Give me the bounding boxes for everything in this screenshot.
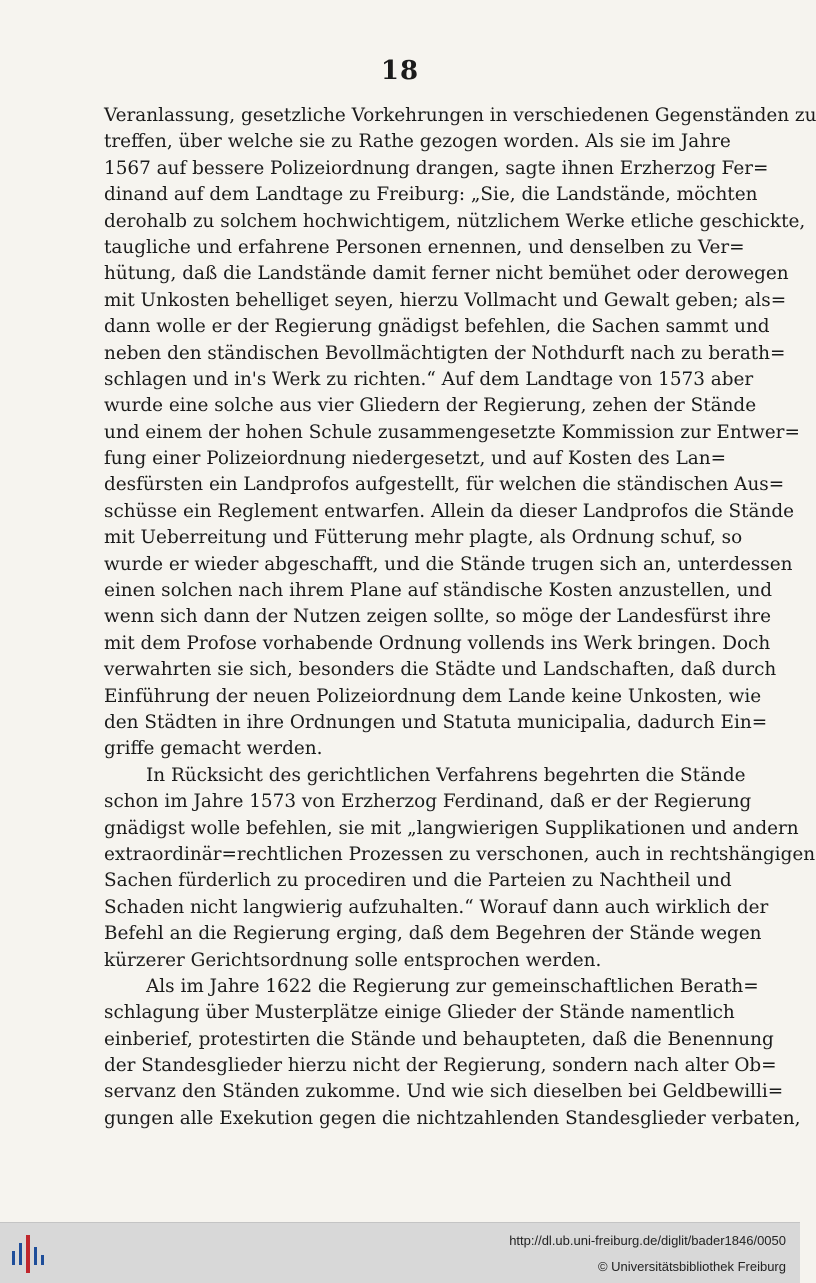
text-line: Veranlassung, gesetzliche Vorkehrungen in verschiedenen Gegenständen zu [104,105,816,126]
text-line: treffen, über welche sie zu Rathe gezogen worden. Als sie im Jahre [104,131,731,153]
text-line: wurde eine solche aus vier Gliedern der Regierung, zehen der Stände [104,395,757,417]
text-line: griffe gemacht werden. [104,738,323,760]
text-line: einen solchen nach ihrem Plane auf ständische Kosten anzustellen, und [104,580,773,602]
page-text [104,103,816,1132]
text-line: wurde er wieder abgeschafft, und die Stände trugen sich an, unterdessen [104,553,793,575]
text-line: einberief, protestirten die Stände und behaupteten, daß die Benennung [104,1028,774,1050]
text-line: gungen alle Exekution gegen die nichtzahlenden Standesglieder verbaten, [104,1107,801,1129]
text-line: hütung, daß die Landstände damit ferner nicht bemühet oder derowegen [104,263,789,285]
text-line: neben den ständischen Bevollmächtigten der Nothdurft nach zu berath= [104,342,786,364]
text-line: mit dem Profose vorhabende Ordnung vollends ins Werk bringen. Doch [104,632,771,654]
copyright-notice: © Universitätsbibliothek Freiburg [597,1259,786,1274]
text-line: Sachen fürderlich zu procediren und die Parteien zu Nachtheil und [104,870,732,892]
text-line: derohalb zu solchem hochwichtigem, nützlichem Werke etliche geschickte, [104,210,806,232]
page-number: 18 [380,56,420,86]
text-line: Befehl an die Regierung erging, daß dem Begehren der Stände wegen [104,923,762,945]
text-line: schüsse ein Reglement entwarfen. Allein da dieser Landprofos die Stände [104,500,795,522]
text-line: wenn sich dann der Nutzen zeigen sollte, so möge der Landesfürst ihre [104,606,771,628]
text-line: und einem der hohen Schule zusammengesetzte Kommission zur Entwer= [104,421,800,443]
text-line: mit Unkosten behelliget seyen, hierzu Vollmacht und Gewalt geben; als= [104,289,787,311]
text-line: 1567 auf bessere Polizeiordnung drangen, sagte ihnen Erzherzog Fer= [104,157,769,179]
text-line: den Städten in ihre Ordnungen und Statuta municipalia, dadurch Ein= [104,711,768,733]
text-line: extraordinär=rechtlichen Prozessen zu verschonen, auch in rechtshängigen [104,843,816,865]
text-line: gnädigst wolle befehlen, sie mit „langwierigen Supplikationen und andern [104,817,799,839]
text-line: In Rücksicht des gerichtlichen Verfahrens begehrten die Stände [146,764,746,786]
text-line: der Standesglieder hierzu nicht der Regierung, sondern nach alter Ob= [104,1055,777,1077]
text-line: taugliche und erfahrene Personen ernennen, und denselben zu Ver= [104,236,745,258]
text-line: dann wolle er der Regierung gnädigst befehlen, die Sachen sammt und [104,316,770,338]
text-line: dinand auf dem Landtage zu Freiburg: „Sie, die Landstände, möchten [104,184,758,206]
text-line: schlagen und in's Werk zu richten.“ Auf dem Landtage von 1573 aber [104,368,754,390]
text-line: desfürsten ein Landprofos aufgestellt, für welchen die ständischen Aus= [104,474,785,496]
text-line: mit Ueberreitung und Fütterung mehr plagte, als Ordnung schuf, so [104,527,743,549]
viewer-footer [0,1222,800,1283]
text-line: schon im Jahre 1573 von Erzherzog Ferdinand, daß er der Regierung [104,791,752,813]
text-line: Schaden nicht langwierig aufzuhalten.“ Worauf dann auch wirklich der [104,896,769,918]
text-line: kürzerer Gerichtsordnung solle entsprochen werden. [104,949,602,971]
ub-freiburg-logo-icon[interactable] [10,1233,50,1275]
text-line: Als im Jahre 1622 die Regierung zur gemeinschaftlichen Berath= [146,975,759,997]
text-line: fung einer Polizeiordnung niedergesetzt, und auf Kosten des Lan= [104,448,727,470]
text-line: Einführung der neuen Polizeiordnung dem Lande keine Unkosten, wie [104,685,762,707]
permalink-url[interactable]: http://dl.ub.uni-freiburg.de/diglit/bader1846/0050 [509,1233,786,1248]
text-line: schlagung über Musterplätze einige Glieder der Stände namentlich [104,1002,735,1024]
text-line: verwahrten sie sich, besonders die Städte und Landschaften, daß durch [104,659,777,681]
text-line: servanz den Ständen zukomme. Und wie sich dieselben bei Geldbewilli= [104,1081,784,1103]
